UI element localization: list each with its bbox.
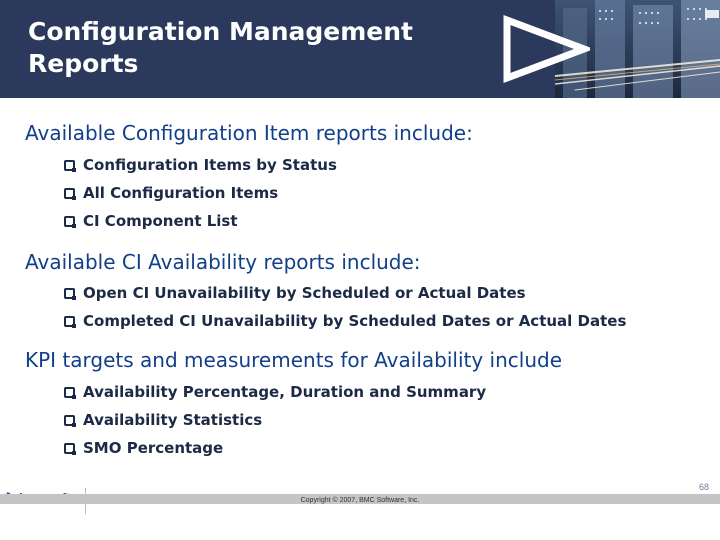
checkbox-bullet-icon: [64, 316, 75, 327]
list-item-label: All Configuration Items: [83, 184, 279, 202]
list-item-label: Completed CI Unavailability by Scheduled Dates or Actual Dates: [83, 312, 627, 330]
list-item: [64, 382, 486, 402]
slide-title: [28, 16, 458, 80]
checkbox-bullet-icon: [64, 443, 75, 454]
copyright-text: Copyright © 2007, BMC Software, Inc.: [300, 497, 420, 504]
section-heading-kpi: KPI targets and measurements for Availability include: [25, 348, 563, 372]
slide-header: [0, 0, 720, 98]
list-item: [64, 155, 337, 175]
page-number: 68: [698, 482, 709, 492]
list-item: [64, 183, 278, 203]
list-item-label: Availability Percentage, Duration and Summary: [83, 383, 487, 401]
slide-title-line-1: Configuration Management: [28, 17, 413, 46]
list-item-label: Configuration Items by Status: [83, 156, 337, 174]
slide-title-line-2: Reports: [28, 49, 139, 78]
section-heading-ci-availability: Available CI Availability reports include:: [25, 250, 421, 274]
list-item-label: SMO Percentage: [83, 439, 224, 457]
list-item: [64, 211, 238, 231]
checkbox-bullet-icon: [64, 160, 75, 171]
checkbox-bullet-icon: [64, 387, 75, 398]
list-item-label: Open CI Unavailability by Scheduled or Actual Dates: [83, 284, 526, 302]
list-item-label: Availability Statistics: [83, 411, 263, 429]
checkbox-bullet-icon: [64, 188, 75, 199]
section-heading-ci-reports: Available Configuration Item reports include:: [25, 121, 473, 145]
checkbox-bullet-icon: [64, 415, 75, 426]
list-item-label: CI Component List: [83, 212, 238, 230]
list-item: [64, 410, 262, 430]
slide-footer: [0, 480, 720, 540]
list-item: [64, 283, 526, 303]
checkbox-bullet-icon: [64, 288, 75, 299]
play-arrow-icon: [500, 14, 590, 84]
list-item: [64, 311, 626, 331]
list-item: [64, 438, 223, 458]
checkbox-bullet-icon: [64, 216, 75, 227]
